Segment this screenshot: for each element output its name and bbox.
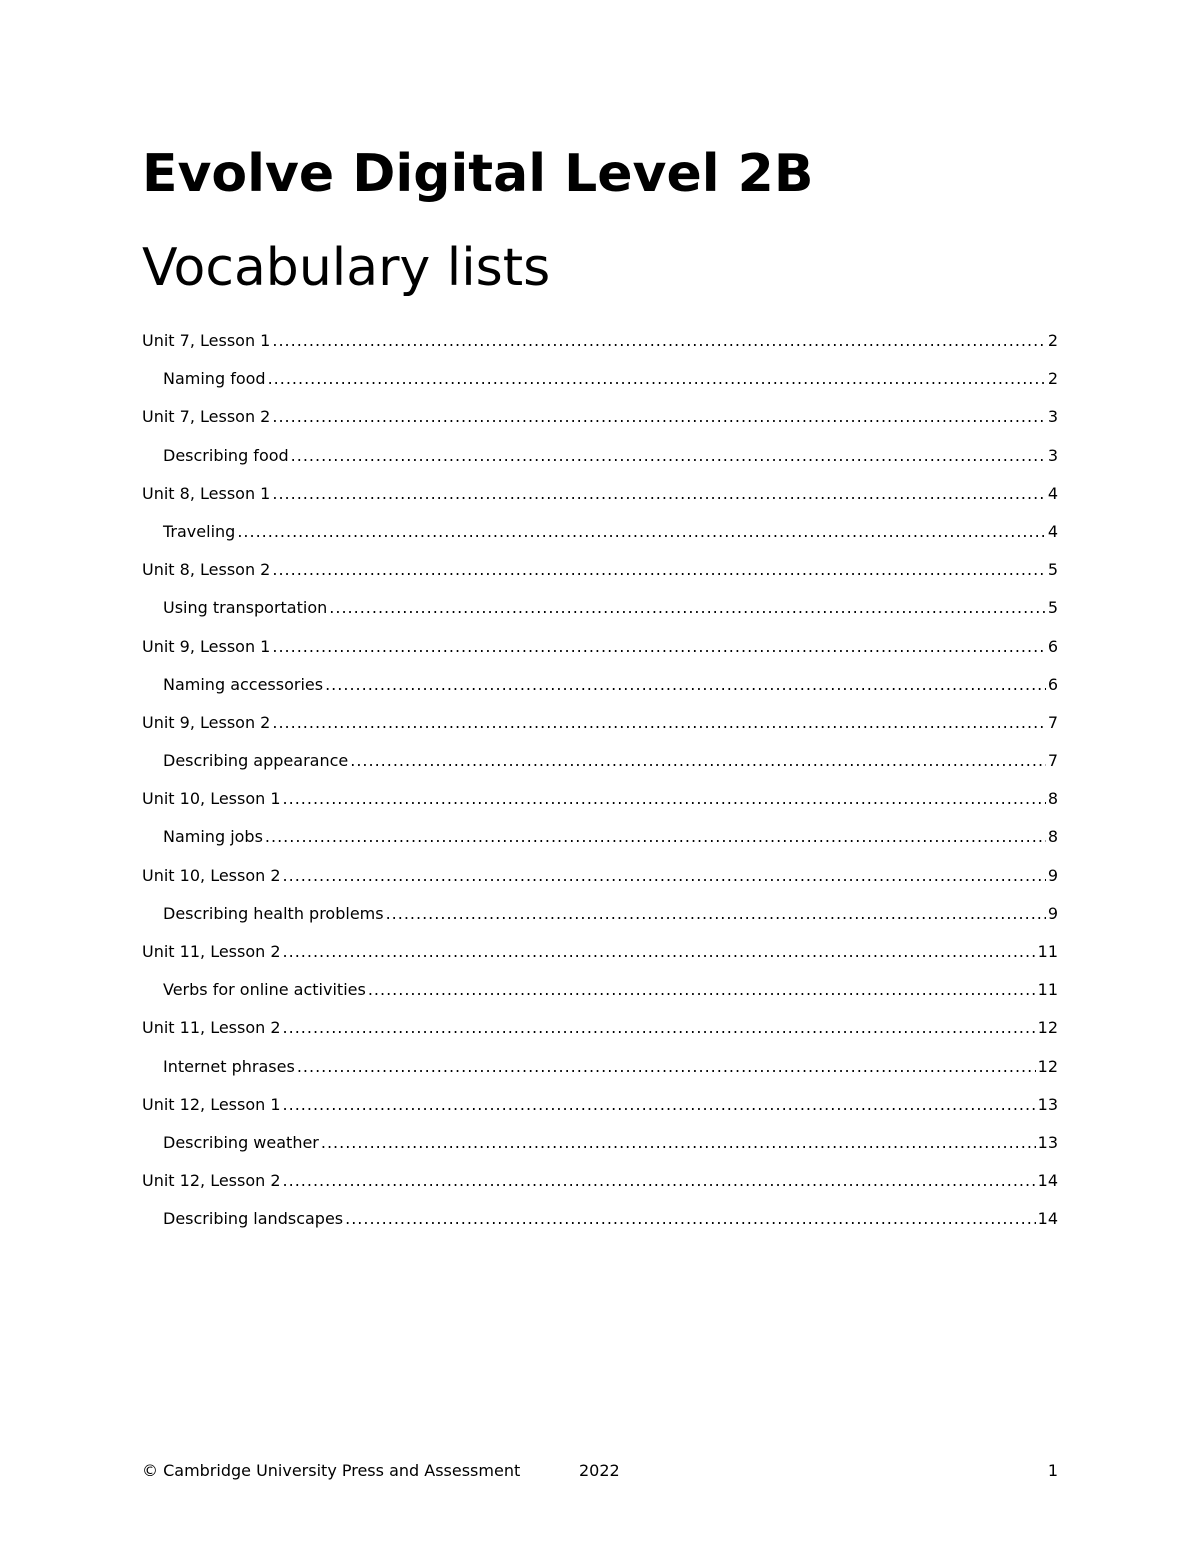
footer-page-number: 1: [1047, 1461, 1058, 1480]
table-of-contents: [142, 328, 1058, 1245]
toc-dot-leader: [291, 443, 1046, 469]
toc-entry-page: 11: [1037, 942, 1058, 961]
toc-entry-label: Verbs for online activities: [163, 980, 366, 1000]
toc-entry-page: 14: [1037, 1209, 1058, 1229]
toc-entry-label: Describing appearance: [163, 751, 349, 771]
toc-dot-leader: [297, 1054, 1036, 1080]
toc-entry-page: 12: [1037, 1018, 1058, 1038]
toc-dot-leader: [329, 595, 1046, 621]
toc-entry-label: Traveling: [163, 521, 236, 541]
toc-dot-leader: [345, 1206, 1036, 1232]
toc-entry-page: 4: [1047, 521, 1058, 541]
toc-entry[interactable]: [142, 634, 1058, 672]
toc-dot-leader: [283, 863, 1046, 889]
toc-dot-leader: [325, 672, 1046, 698]
toc-dot-leader: [265, 824, 1046, 850]
toc-dot-leader: [272, 557, 1045, 583]
toc-entry-page: 13: [1037, 1094, 1058, 1114]
toc-entry-label: Unit 8, Lesson 1: [142, 483, 271, 503]
toc-subentry[interactable]: [142, 1130, 1058, 1168]
toc-subentry[interactable]: [142, 443, 1058, 481]
toc-entry-page: 6: [1047, 674, 1058, 694]
toc-entry-page: 9: [1047, 903, 1058, 923]
toc-entry-page: 3: [1047, 407, 1058, 427]
toc-dot-leader: [272, 710, 1045, 736]
document-title: Evolve Digital Level 2B: [142, 144, 814, 204]
toc-entry-page: 12: [1037, 1056, 1058, 1076]
toc-entry-page: 11: [1037, 980, 1058, 1000]
toc-entry-label: Describing health problems: [163, 903, 384, 923]
toc-entry[interactable]: [142, 481, 1058, 519]
toc-entry-label: Describing food: [163, 445, 289, 465]
toc-entry[interactable]: [142, 557, 1058, 595]
toc-entry-page: 7: [1047, 712, 1058, 732]
toc-entry[interactable]: [142, 863, 1058, 901]
toc-entry-page: 9: [1047, 865, 1058, 885]
toc-entry[interactable]: [142, 1168, 1058, 1206]
toc-entry-label: Unit 12, Lesson 2: [142, 1171, 281, 1191]
toc-entry[interactable]: [142, 786, 1058, 824]
toc-entry-page: 6: [1047, 636, 1058, 656]
toc-entry-page: 8: [1047, 789, 1058, 809]
toc-subentry[interactable]: [142, 1054, 1058, 1092]
toc-subentry[interactable]: [142, 977, 1058, 1015]
toc-subentry[interactable]: [142, 1206, 1058, 1244]
toc-dot-leader: [283, 786, 1046, 812]
toc-entry-label: Unit 10, Lesson 1: [142, 789, 281, 809]
toc-subentry[interactable]: [142, 901, 1058, 939]
toc-entry-page: 5: [1047, 560, 1058, 580]
toc-entry[interactable]: [142, 328, 1058, 366]
toc-dot-leader: [268, 366, 1046, 392]
toc-entry-page: 4: [1047, 483, 1058, 503]
toc-entry-label: Naming jobs: [163, 827, 263, 847]
toc-dot-leader: [283, 1015, 1036, 1041]
toc-entry-label: Unit 9, Lesson 1: [142, 636, 271, 656]
toc-dot-leader: [283, 1168, 1036, 1194]
document-subtitle: Vocabulary lists: [142, 238, 551, 298]
toc-entry-page: 5: [1047, 598, 1058, 618]
toc-entry-label: Unit 11, Lesson 2: [142, 1018, 281, 1038]
toc-entry-page: 7: [1047, 751, 1058, 771]
toc-entry-page: 14: [1037, 1171, 1058, 1191]
toc-dot-leader: [272, 404, 1045, 430]
toc-entry-page: 2: [1047, 369, 1058, 389]
toc-entry-label: Internet phrases: [163, 1056, 295, 1076]
toc-entry[interactable]: [142, 1015, 1058, 1053]
toc-subentry[interactable]: [142, 748, 1058, 786]
toc-subentry[interactable]: [142, 595, 1058, 633]
toc-entry-label: Naming food: [163, 369, 266, 389]
footer-copyright: © Cambridge University Press and Assessment: [142, 1461, 521, 1480]
toc-entry[interactable]: [142, 404, 1058, 442]
toc-subentry[interactable]: [142, 519, 1058, 557]
toc-dot-leader: [272, 634, 1045, 660]
toc-entry-label: Using transportation: [163, 598, 328, 618]
toc-dot-leader: [368, 977, 1036, 1003]
toc-subentry[interactable]: [142, 366, 1058, 404]
toc-entry-page: 2: [1047, 331, 1058, 350]
toc-dot-leader: [321, 1130, 1036, 1156]
toc-entry-label: Unit 7, Lesson 2: [142, 407, 271, 427]
toc-entry-label: Unit 8, Lesson 2: [142, 560, 271, 580]
toc-subentry[interactable]: [142, 672, 1058, 710]
toc-entry-label: Unit 9, Lesson 2: [142, 712, 271, 732]
toc-dot-leader: [386, 901, 1046, 927]
page-footer: [142, 1458, 1058, 1484]
toc-subentry[interactable]: [142, 824, 1058, 862]
toc-entry-label: Unit 7, Lesson 1: [142, 331, 271, 350]
toc-entry-page: 13: [1037, 1132, 1058, 1152]
toc-entry-label: Unit 11, Lesson 2: [142, 942, 281, 961]
toc-dot-leader: [237, 519, 1046, 545]
toc-dot-leader: [350, 748, 1046, 774]
toc-entry-page: 8: [1047, 827, 1058, 847]
toc-entry-label: Describing weather: [163, 1132, 319, 1152]
toc-dot-leader: [272, 481, 1045, 507]
toc-entry-label: Unit 10, Lesson 2: [142, 865, 281, 885]
toc-entry-label: Unit 12, Lesson 1: [142, 1094, 281, 1114]
toc-entry-page: 3: [1047, 445, 1058, 465]
toc-dot-leader: [283, 1092, 1036, 1118]
footer-year: 2022: [579, 1461, 620, 1480]
toc-entry[interactable]: [142, 710, 1058, 748]
toc-entry[interactable]: [142, 939, 1058, 977]
toc-dot-leader: [272, 328, 1045, 354]
toc-dot-leader: [283, 939, 1036, 965]
toc-entry-label: Naming accessories: [163, 674, 324, 694]
toc-entry-label: Describing landscapes: [163, 1209, 344, 1229]
toc-entry[interactable]: [142, 1092, 1058, 1130]
